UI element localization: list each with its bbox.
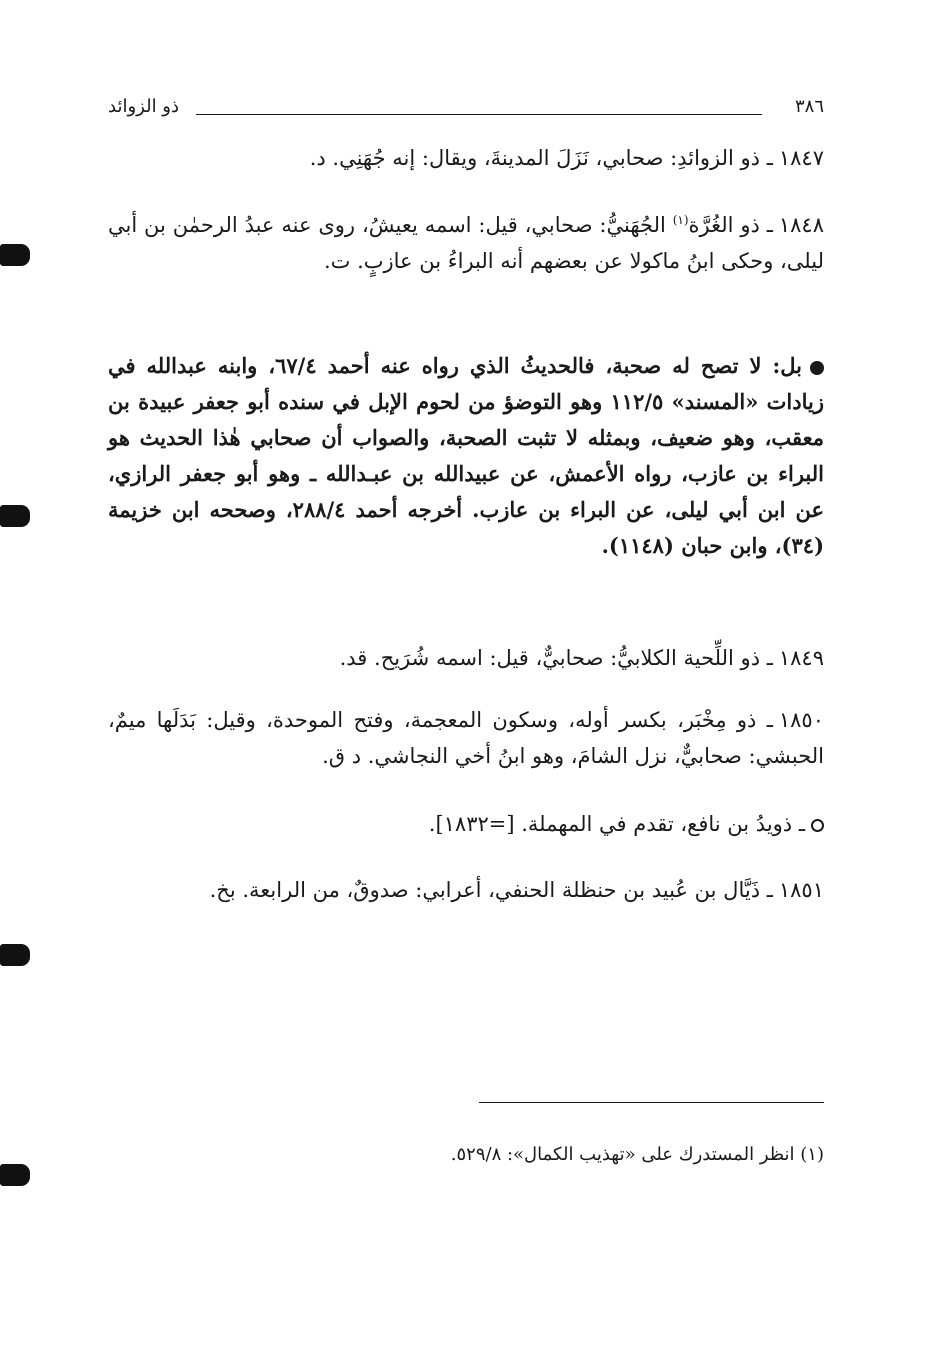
entry-1848 (108, 202, 824, 279)
entry-text: ـ ذَيَّال بن عُبيد بن حنظلة الحنفي، أعرابي: صدوقٌ، من الرابعة. بخ. (209, 878, 773, 902)
binding-mark (0, 944, 30, 966)
entry-1850 (108, 702, 824, 774)
entry-text: الجُهَنيُّ: صحابي، قيل: اسمه يعيشُ، روى عنه عبدُ الرحمٰن بن أبي ليلى، وحكى ابنُ ماكولا عن بعضهم أنه البراءُ بن عازبٍ. ت. (108, 213, 824, 273)
running-title: ذو الزوائد (108, 96, 179, 117)
entry-text: ـ ذو الغُرَّة (688, 213, 773, 237)
entry-text: ـ ذو الزوائدِ: صحابي، نَزَلَ المدينةَ، ويقال: إنه جُهَنِي. د. (309, 146, 773, 170)
binding-mark (0, 1164, 30, 1186)
entry-number: ١٨٤٨ (778, 213, 824, 237)
entry-1849 (108, 640, 824, 676)
binding-mark (0, 244, 30, 266)
entry-text: ـ ذو مِخْبَر، بكسر أوله، وسكون المعجمة، وفتح الموحدة، وقيل: بَدَلَها ميمٌ، الحبشي: صحابيٌّ، نزل الشامَ، وهو ابنُ أخي النجاشي. د ق. (108, 708, 824, 768)
footnote: (١) انظر المستدرك على «تهذيب الكمال»: ٥٢٩/٨. (450, 1144, 824, 1165)
document-page (108, 90, 824, 1320)
binding-mark (0, 505, 30, 527)
header-rule (196, 114, 762, 115)
entry-1851 (108, 872, 824, 908)
entry-text: ـ ذويدُ بن نافع، تقدم في المهملة. [=١٨٣٢]. (428, 812, 805, 836)
footnote-rule (479, 1102, 824, 1103)
page-number: ٣٨٦ (794, 96, 824, 117)
entry-text: ـ ذو اللِّحية الكلابيُّ: صحابيٌّ، قيل: اسمه شُرَيح. قد. (339, 646, 773, 670)
entry-1847 (108, 140, 824, 176)
running-head (108, 96, 824, 128)
entry-number: ١٨٥١ (778, 878, 824, 902)
entry-number: ١٨٥٠ (778, 708, 824, 732)
commentary-text: بل: لا تصح له صحبة، فالحديثُ الذي رواه عنه أحمد ٦٧/٤، وابنه عبدالله في زيادات «المسند» ١١٢/٥ وهو التوضؤ من لحوم الإبل في سنده أبو جعفر عبيدة بن معقب، وهو ضعيف، وبمثله لا تثبت الصحبة، والصواب أن صحابي هٰذا الحديث هو البراء بن عازب، رواه الأعمش، عن عبيدالله بن عبـدالله ـ وهو أبو جعفر الرازي، عن ابن أبي ليلى، عن البراء بن عازب. أخرجه أحمد ٢٨٨/٤، وصححه ابن خزيمة (٣٤)، وابن حبان (١١٤٨). (108, 353, 825, 558)
entry-number: ١٨٤٩ (778, 646, 824, 670)
footnote-reference: (١) (672, 213, 689, 227)
cross-reference-entry (108, 806, 824, 842)
commentary-paragraph (108, 348, 824, 564)
bullet-icon (810, 361, 824, 375)
circle-icon (811, 819, 824, 832)
entry-number: ١٨٤٧ (778, 146, 824, 170)
